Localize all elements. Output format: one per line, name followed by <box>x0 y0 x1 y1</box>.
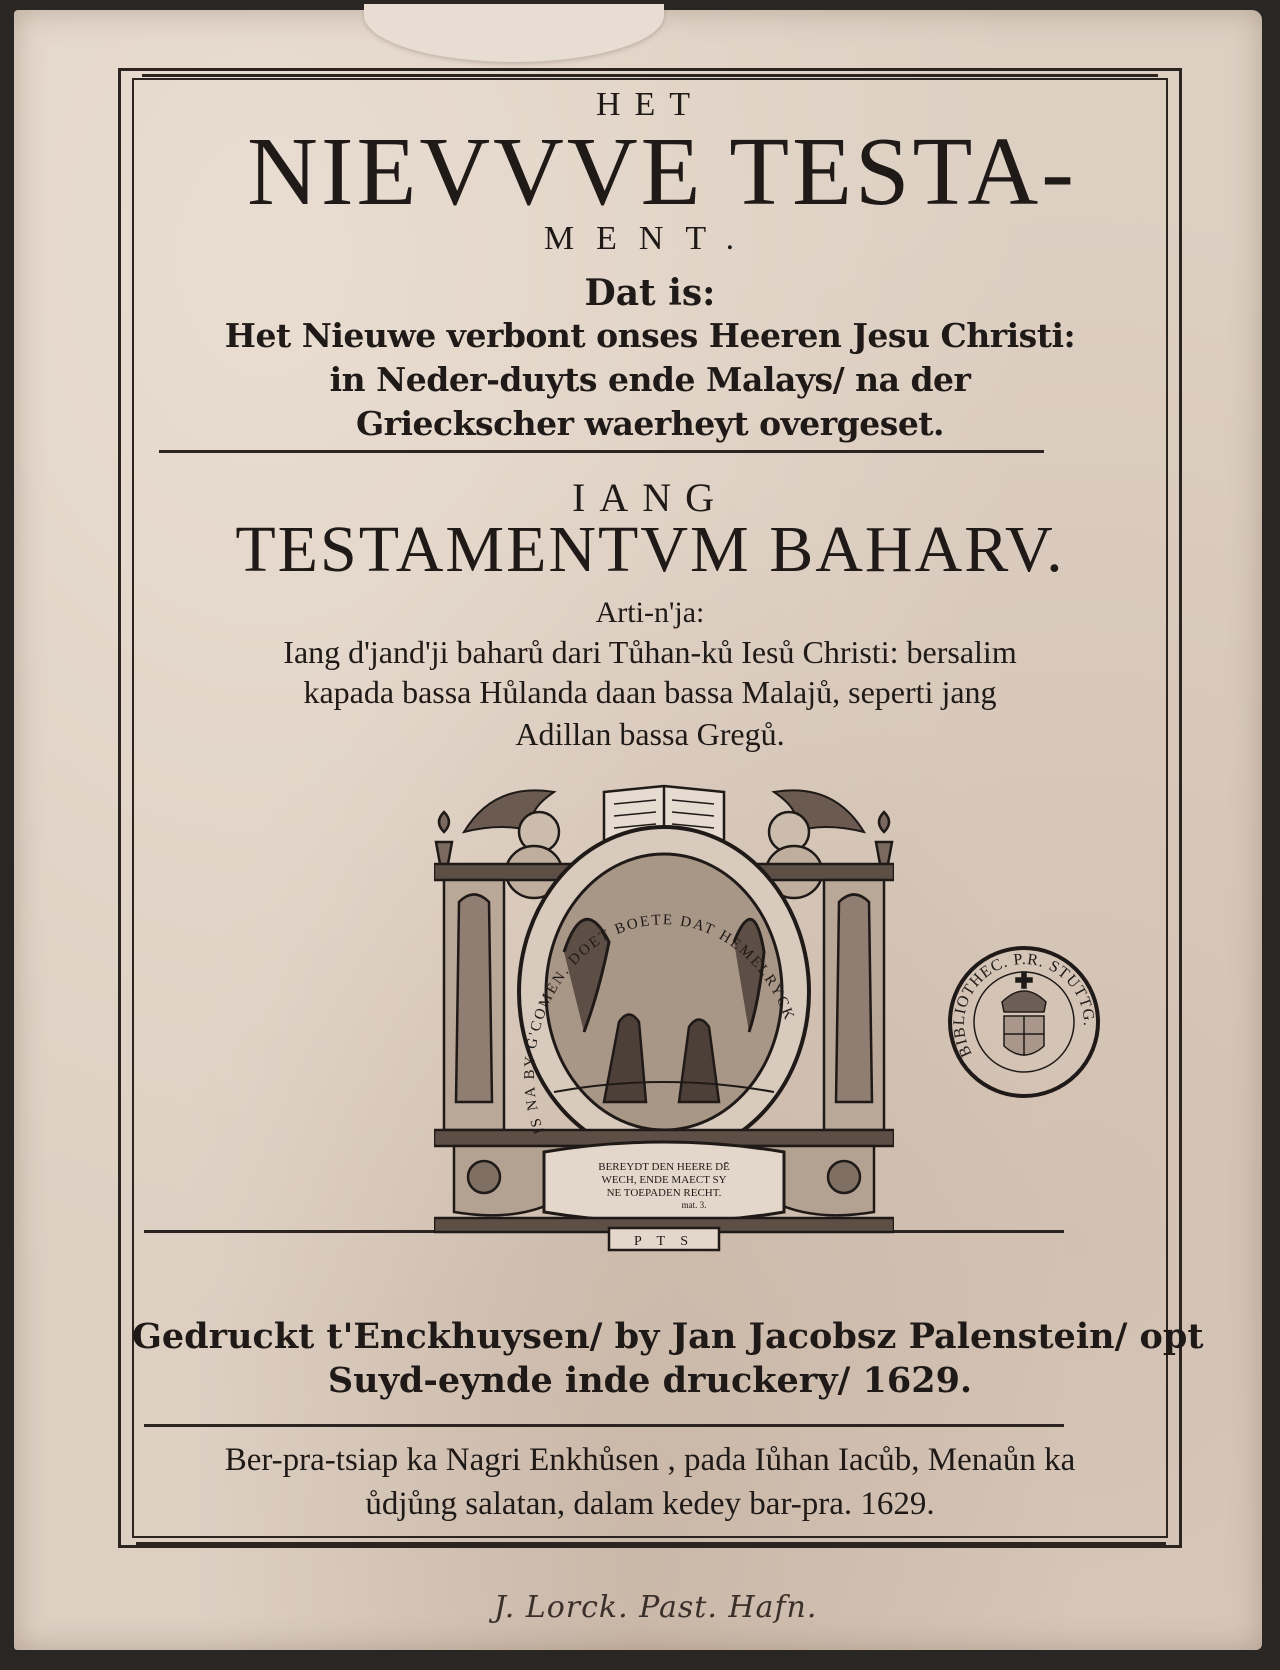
imprint-dutch-line-2: Suyd-eynde inde druckery/ 1629. <box>327 1360 973 1401</box>
imprint-dutch-line-1: Gedruckt t'Enckhuysen/ by Jan Jacobsz Palenstein/ opt <box>132 1316 1204 1357</box>
title-iang: IANG <box>572 475 728 520</box>
coat-of-arms-icon <box>1004 1016 1044 1056</box>
imprint-malay-line-1: Ber-pra-tsiap ka Nagri Enkhůsen , pada Iůhan Iacůb, Menaůn ka <box>224 1442 1076 1478</box>
cartouche-line-2: WECH, ENDE MAECT SY <box>601 1174 727 1186</box>
printers-device-emblem <box>434 772 894 1252</box>
library-stamp <box>944 942 1104 1102</box>
cartouche-line-1: BEREYDT DEN HEERE DĒ <box>598 1161 730 1173</box>
left-statue <box>456 895 492 1103</box>
paper-tab <box>364 4 664 62</box>
malay-subtitle-line-3: Adillan bassa Gregů. <box>515 716 785 752</box>
right-statue <box>836 895 872 1103</box>
dat-is-label: Dat is: <box>584 272 716 314</box>
signature-text: J. Lorck. Past. Hafn. <box>494 1590 818 1625</box>
cartouche-reference: mat. 3. <box>681 1200 707 1210</box>
handwritten-signature <box>494 1582 854 1642</box>
title-het: HET <box>595 86 705 123</box>
malay-subtitle-line-2: kapada bassa Hůlanda daan bassa Malajů, seperti jang <box>303 674 997 710</box>
title-nieuwe-testa: NIEVVVE TESTA- <box>247 118 1077 226</box>
title-page <box>14 10 1262 1650</box>
crown-icon <box>1002 972 1046 1012</box>
rule-top <box>142 74 1158 77</box>
title-ment: MENT. <box>543 220 757 257</box>
rule-bottom <box>136 1542 1166 1545</box>
cartouche-line-3: NE TOEPADEN RECHT. <box>606 1187 722 1199</box>
arti-nja-label: Arti-n'ja: <box>595 596 705 629</box>
rule-title-divider <box>159 450 1044 453</box>
stamp-ring-text: BIBLIOTHEC. P.R. STUTTG. <box>950 950 1098 1060</box>
emblem-base-text: P T S <box>633 1234 695 1249</box>
dutch-subtitle-line-2: in Neder-duyts ende Malays/ na der <box>329 360 971 399</box>
rule-imprint-middle <box>144 1424 1064 1427</box>
malay-subtitle-line-1: Iang d'jand'ji baharů dari Tůhan-ků Iesů Christi: bersalim <box>283 634 1017 670</box>
title-testamentum-baharu: TESTAMENTVM BAHARV. <box>235 513 1065 586</box>
imprint-malay-line-2: ůdjůng salatan, dalam kedey bar-pra. 1629. <box>365 1486 935 1522</box>
dutch-subtitle-line-1: Het Nieuwe verbont onses Heeren Jesu Christi: <box>224 316 1076 355</box>
dutch-subtitle-line-3: Grieckscher waerheyt overgeset. <box>355 404 945 443</box>
emblem-ring-text: IS NA BY G'COMEN. DOET BOETE DAT HEMELRYCK <box>521 912 798 1136</box>
